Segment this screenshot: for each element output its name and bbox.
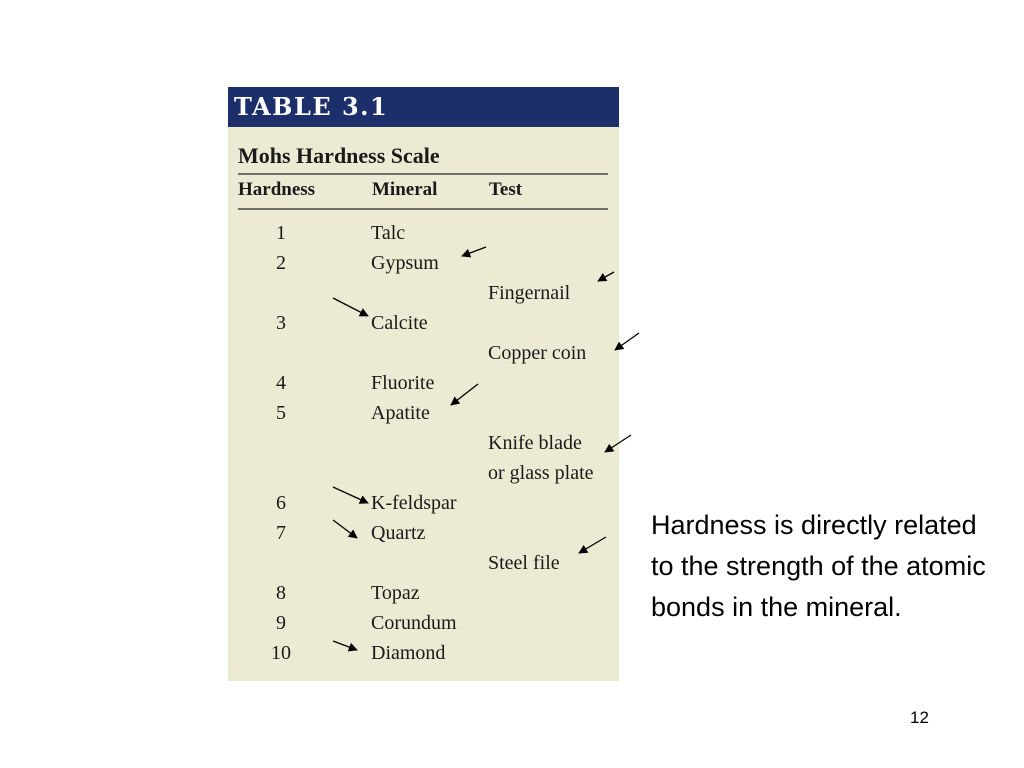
hardness-cell: 10 xyxy=(271,642,291,664)
hardness-cell: 6 xyxy=(276,492,286,514)
test-cell: Knife blade xyxy=(488,432,582,454)
hardness-cell: 4 xyxy=(276,372,286,394)
test-cell: or glass plate xyxy=(488,462,594,484)
col-header-hardness: Hardness xyxy=(238,179,316,200)
arrow-k-feldspar xyxy=(333,487,368,503)
col-header-test: Test xyxy=(489,179,523,200)
arrow-steel-file xyxy=(579,537,606,553)
mineral-cell: Gypsum xyxy=(371,252,439,274)
hardness-cell: 2 xyxy=(276,252,286,274)
mineral-cell: Apatite xyxy=(371,402,430,424)
hardness-cell: 7 xyxy=(276,522,286,544)
slide-number: 12 xyxy=(910,708,929,727)
arrow-fluorite xyxy=(451,384,478,405)
mineral-cell: K-feldspar xyxy=(371,492,457,514)
arrow-quartz xyxy=(333,520,357,538)
mineral-cell: Topaz xyxy=(371,582,420,604)
mineral-cell: Talc xyxy=(371,222,406,244)
table-title: Mohs Hardness Scale xyxy=(238,143,440,168)
mineral-cell: Quartz xyxy=(371,522,426,544)
hardness-cell: 1 xyxy=(276,222,286,244)
mineral-cell: Calcite xyxy=(371,312,428,334)
arrow-copper-coin xyxy=(615,333,639,350)
arrow-calcite xyxy=(333,298,368,316)
hardness-cell: 3 xyxy=(276,312,286,334)
mineral-cell: Diamond xyxy=(371,642,446,664)
arrow-fingernail xyxy=(598,272,614,281)
col-header-mineral: Mineral xyxy=(372,179,438,200)
caption-text: Hardness is directly related to the strength of the atomic bonds in the mineral. xyxy=(651,510,986,622)
hardness-cell: 8 xyxy=(276,582,286,604)
hardness-cell: 9 xyxy=(276,612,286,634)
arrow-knife-blade xyxy=(605,435,631,452)
mineral-cell: Fluorite xyxy=(371,372,435,394)
mineral-cell: Corundum xyxy=(371,612,457,634)
hardness-cell: 5 xyxy=(276,402,286,424)
arrow-diamond xyxy=(333,641,357,650)
test-cell: Fingernail xyxy=(488,282,571,304)
test-cell: Copper coin xyxy=(488,342,587,364)
arrow-gypsum xyxy=(462,247,486,256)
table-number: TABLE 3.1 xyxy=(234,92,389,121)
test-cell: Steel file xyxy=(488,552,560,574)
